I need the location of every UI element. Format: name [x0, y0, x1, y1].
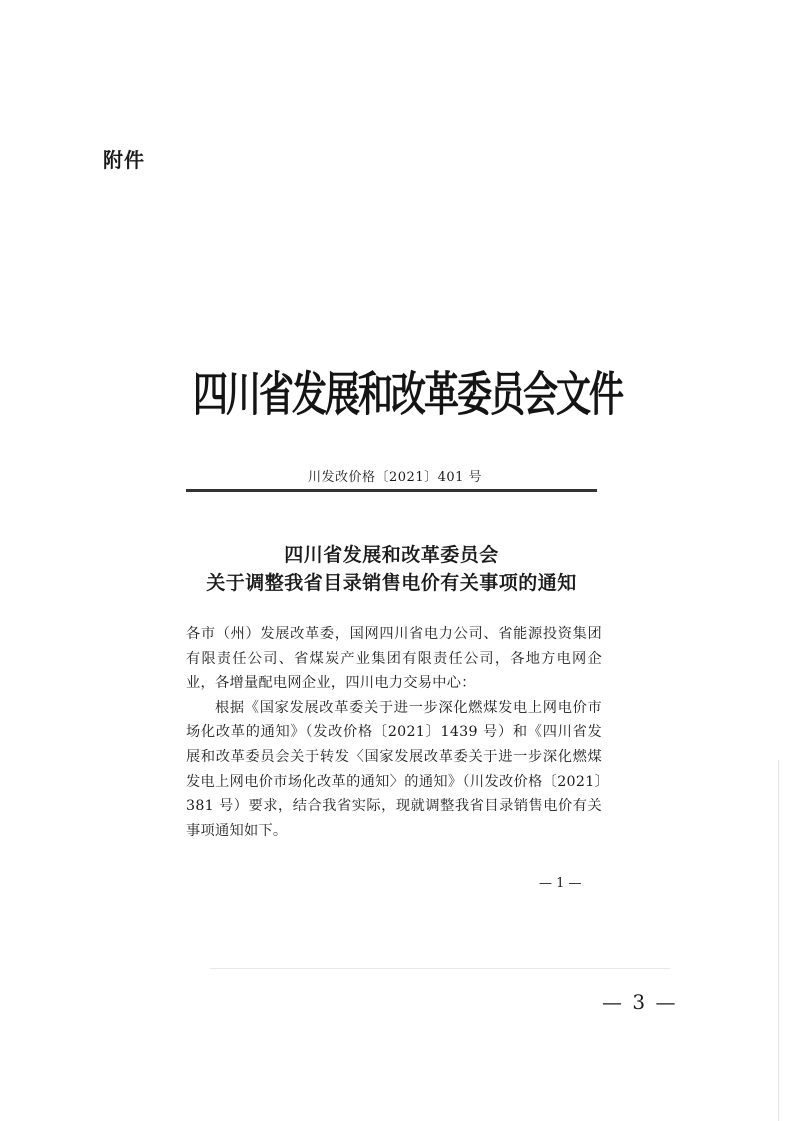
- page-edge-divider: [210, 968, 670, 969]
- body-paragraph-1: 根据《国家发展改革委关于进一步深化燃煤发电上网电价市场化改革的通知》（发改价格〔2021〕1439 号）和《四川省发展和改革委员会关于转发〈国家发展改革委关于进一步深化燃煤发电上网电价市场化改革的通知〉的通知》（川发改价格〔2021〕381 号）要求，结合我省实际，现就调整我省目录销售电价有关事项通知如下。: [186, 699, 602, 839]
- notice-title-line-1: 四川省发展和改革委员会: [284, 544, 499, 566]
- notice-body: [186, 622, 602, 843]
- scan-edge-line: [778, 760, 779, 1121]
- issuing-authority-title: 四川省发展和改革委员会文件: [193, 368, 623, 423]
- inner-page-number: — 1 —: [539, 876, 582, 891]
- document-number: 川发改价格〔2021〕401 号: [308, 470, 483, 485]
- outer-page-number: — 3 —: [602, 990, 678, 1014]
- recipients-paragraph: 各市（州）发展改革委，国网四川省电力公司、省能源投资集团有限责任公司、省煤炭产业集团有限责任公司，各地方电网企业，各增量配电网企业，四川电力交易中心：: [186, 626, 602, 692]
- attachment-label: 附件: [103, 148, 145, 172]
- header-divider: [186, 489, 597, 492]
- notice-title-line-2: 关于调整我省目录销售电价有关事项的通知: [206, 572, 577, 594]
